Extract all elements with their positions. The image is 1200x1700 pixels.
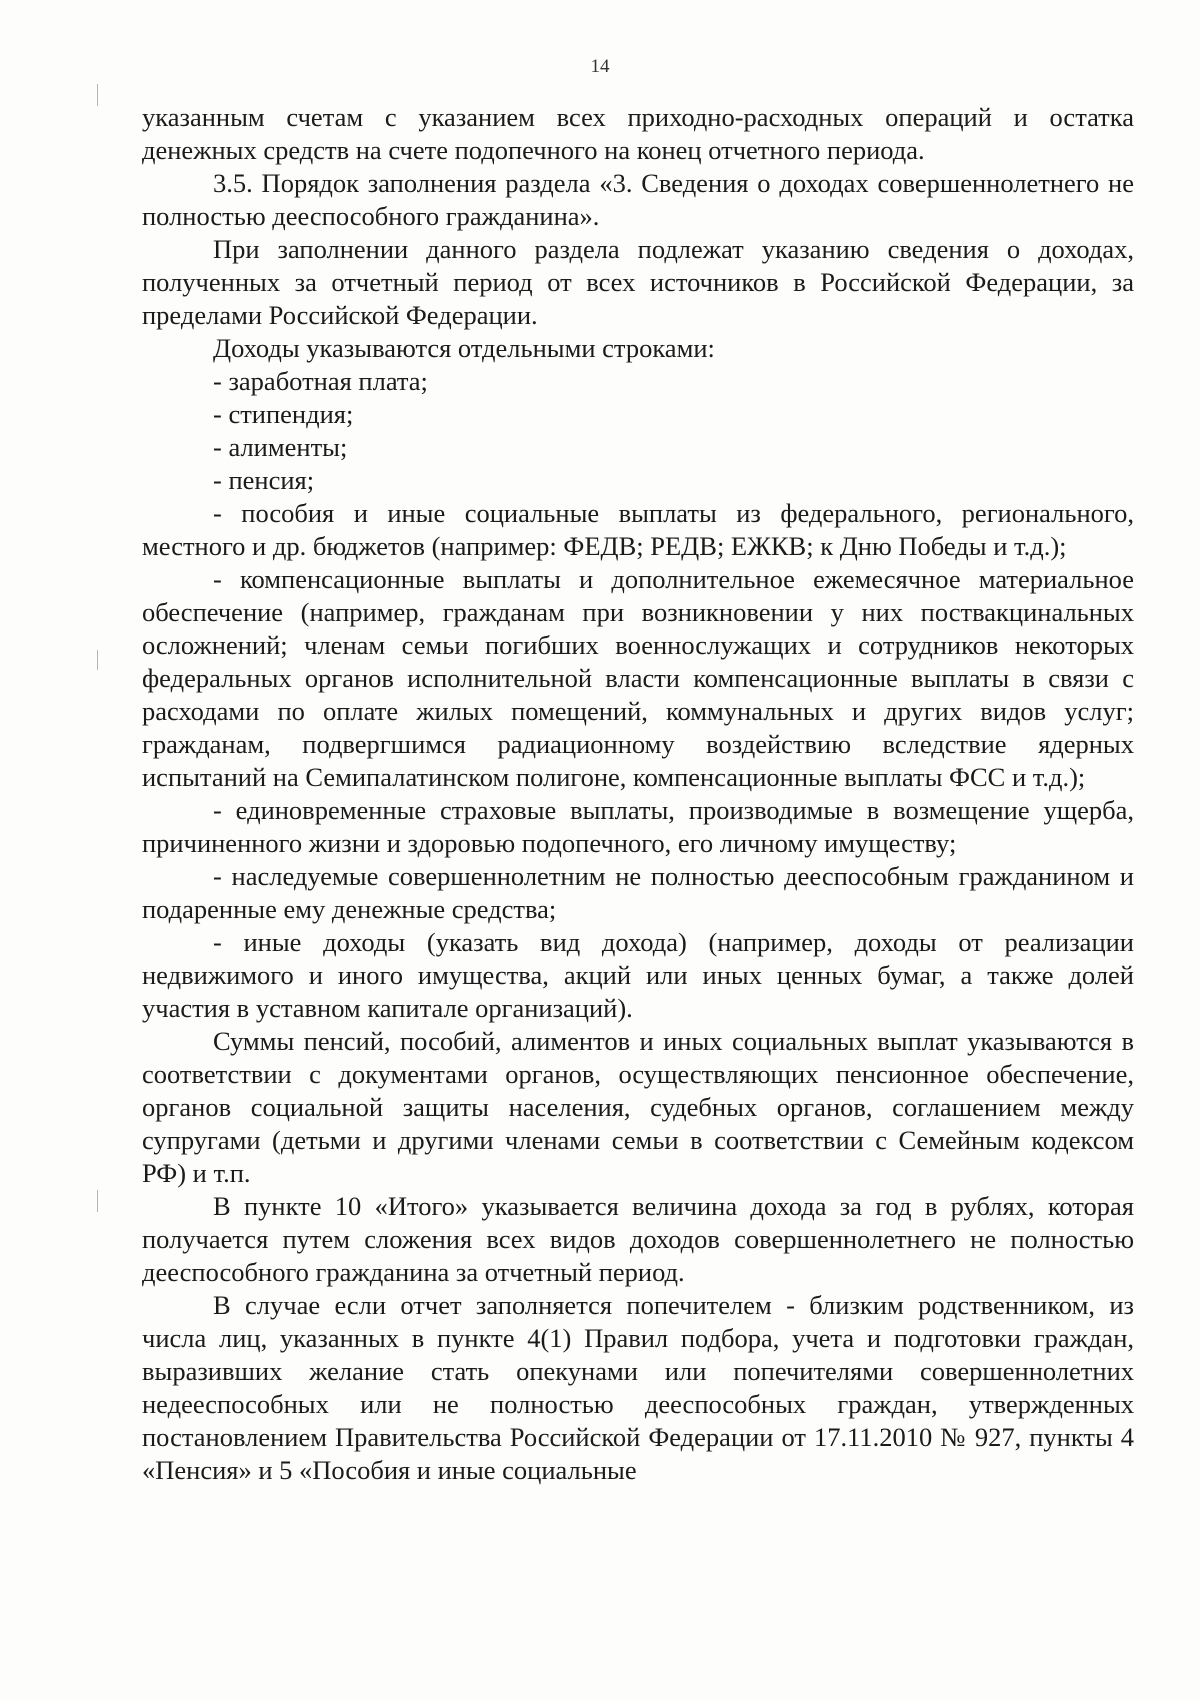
list-item-salary: - заработная плата;: [213, 366, 428, 396]
list-item-benefits: - пособия и иные социальные выплаты из федерального, регионального, местного и др. бюджетов (например: ФЕДВ; РЕДВ; ЕЖКВ; к Дню Победы и т.д.);: [142, 498, 1134, 561]
list-item-stipend: - стипендия;: [213, 399, 354, 429]
list-item-inheritance: - наследуемые совершеннолетним не полностью дееспособным гражданином и подаренные ему денежные средства;: [142, 861, 1134, 924]
list-item-pension: - пенсия;: [213, 465, 315, 495]
paragraph-continuation: указанным счетам с указанием всех приходно-расходных операций и остатка денежных средств на счете подопечного на конец отчетного периода.: [142, 102, 1134, 165]
page-number: 14: [590, 56, 610, 77]
paragraph-amounts: Суммы пенсий, пособий, алиментов и иных социальных выплат указываются в соответствии с документами органов, осуществляющих пенсионное обеспечение, органов социальной защиты населения, судебных органов, соглашением между супругами (детьми и другими членами семьи в соответствии с Семейным кодексом РФ) и т.п.: [142, 1026, 1134, 1188]
list-item-alimony: - алименты;: [213, 432, 348, 462]
list-item-insurance-payments: - единовременные страховые выплаты, производимые в возмещение ущерба, причиненного жизни и здоровью подопечного, его личному имуществу;: [142, 795, 1134, 858]
section-heading-3-5: 3.5. Порядок заполнения раздела «3. Сведения о доходах совершеннолетнего не полностью дееспособного гражданина».: [142, 168, 1134, 231]
paragraph-income-list-intro: Доходы указываются отдельными строками:: [213, 333, 715, 363]
list-item-other-income: - иные доходы (указать вид дохода) (например, доходы от реализации недвижимого и иного имущества, акций или иных ценных бумаг, а также долей участия в уставном капитале организаций).: [142, 927, 1134, 1023]
paragraph-total: В пункте 10 «Итого» указывается величина дохода за год в рублях, которая получается путем сложения всех видов доходов совершеннолетнего не полностью дееспособного гражданина за отчетный период.: [142, 1191, 1134, 1287]
document-body: [142, 101, 1134, 1487]
list-item-compensation: - компенсационные выплаты и дополнительное ежемесячное материальное обеспечение (например, гражданам при возникновении у них поствакцинальных осложнений; членам семьи погибших военнослужащих и сотрудников некоторых федеральных органов исполнительной власти компенсационные выплаты в связи с расходами по оплате жилых помещений, коммунальных и других видов услуг; гражданам, подвергшимся радиационному воздействию вследствие ядерных испытаний на Семипалатинском полигоне, компенсационные выплаты ФСС и т.д.);: [142, 564, 1134, 792]
paragraph-income-info: При заполнении данного раздела подлежат указанию сведения о доходах, полученных за отчетный период от всех источников в Российской Федерации, за пределами Российской Федерации.: [142, 234, 1134, 330]
scan-artifact: [97, 650, 98, 670]
scan-artifact: [97, 84, 98, 106]
scan-artifact: [97, 1190, 98, 1212]
paragraph-guardian-case: В случае если отчет заполняется попечителем - близким родственником, из числа лиц, указанных в пункте 4(1) Правил подбора, учета и подготовки граждан, выразивших желание стать опекунами или попечителями совершеннолетних недееспособных или не полностью дееспособных граждан, утвержденных постановлением Правительства Российской Федерации от 17.11.2010 № 927, пункты 4 «Пенсия» и 5 «Пособия и иные социальные: [142, 1290, 1134, 1485]
